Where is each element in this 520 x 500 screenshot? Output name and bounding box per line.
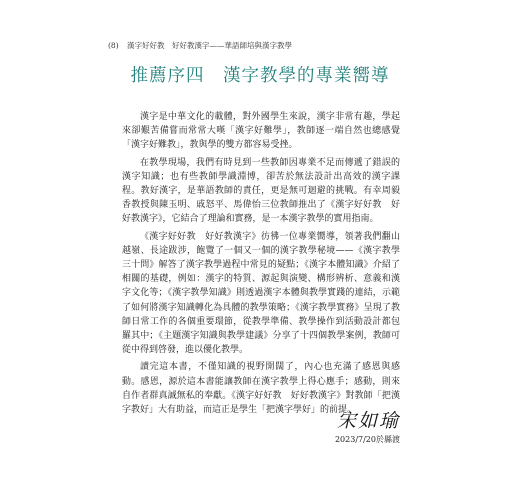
paragraph: 《漢字好好教 好好教漢字》彷彿一位專業嚮導，領著我們翻山越嶺、長途跋涉，飽覽了一個又一個的漢字教學秘境——《漢字教學三十問》解答了漢字教學過程中常見的疑點；《漢字本體知識》介紹了相關的基礎，例如：漢字的特質、源起與演變、構形辨析、意義和漢字文化等；《漢字教學知識》則透過漢字本體與教學實踐的連結，示範了如何將漢字知識轉化為具體的教學策略；《漢字教學實務》呈現了教師日常工作的各個重要環節，從教學準備、教學操作到活動設計都包羅其中；《主題漢字知識與教學建議》分享了十四個教學案例，教師可從中得到啓發，進以優化教學。 (122, 231, 400, 356)
page-number: (8) (108, 41, 119, 50)
signature-date: 2023/7/20於縣渡 (334, 435, 400, 444)
title-label: 推薦序四 (130, 66, 205, 86)
running-header (108, 40, 298, 51)
page-title (0, 62, 520, 87)
paragraph: 讀完這本書，不僅知識的視野開闊了，內心也充滿了感恩與感動。感恩，源於這本書能讓教師在漢字教學上得心應手；感動，則來自作者群真誠無私的奉獻。《漢字好好教 好好教漢字》對教師「把漢字教好」大有助益，而這正是學生「把漢字學好」的前提。 (122, 362, 400, 416)
paragraph: 漢字是中華文化的載體，對外國學生來說，漢字非常有趣，學起來卻艱苦備嘗而常常大嘆「漢字好難學」，教師逐一端自然也總感覺「漢字好難教」，教與學的雙方都容易受挫。 (122, 112, 400, 151)
book-title: 漢字好好教 好好教漢字——華語師培與漢字教學 (127, 41, 293, 50)
body-text (122, 110, 400, 420)
paragraph: 在教學現場，我們有時見到一些教師因專業不足而傳遞了錯誤的漢字知識；也有些教師學識淵博，卻苦於無法設計出高效的漢字課程。教好漢字，是華語教師的責任，更是無可迴避的挑戰。有幸周毅香教授與陳玉明、戚怒平、馬偉怡三位教師推出了《漢字好好教 好好教漢字》，它結合了理論和實務，是一本漢字教學的實用指南。 (122, 157, 400, 225)
author-signature: 宋如瑜 (336, 410, 400, 432)
title-text: 漢字教學的專業嚮導 (223, 66, 390, 86)
